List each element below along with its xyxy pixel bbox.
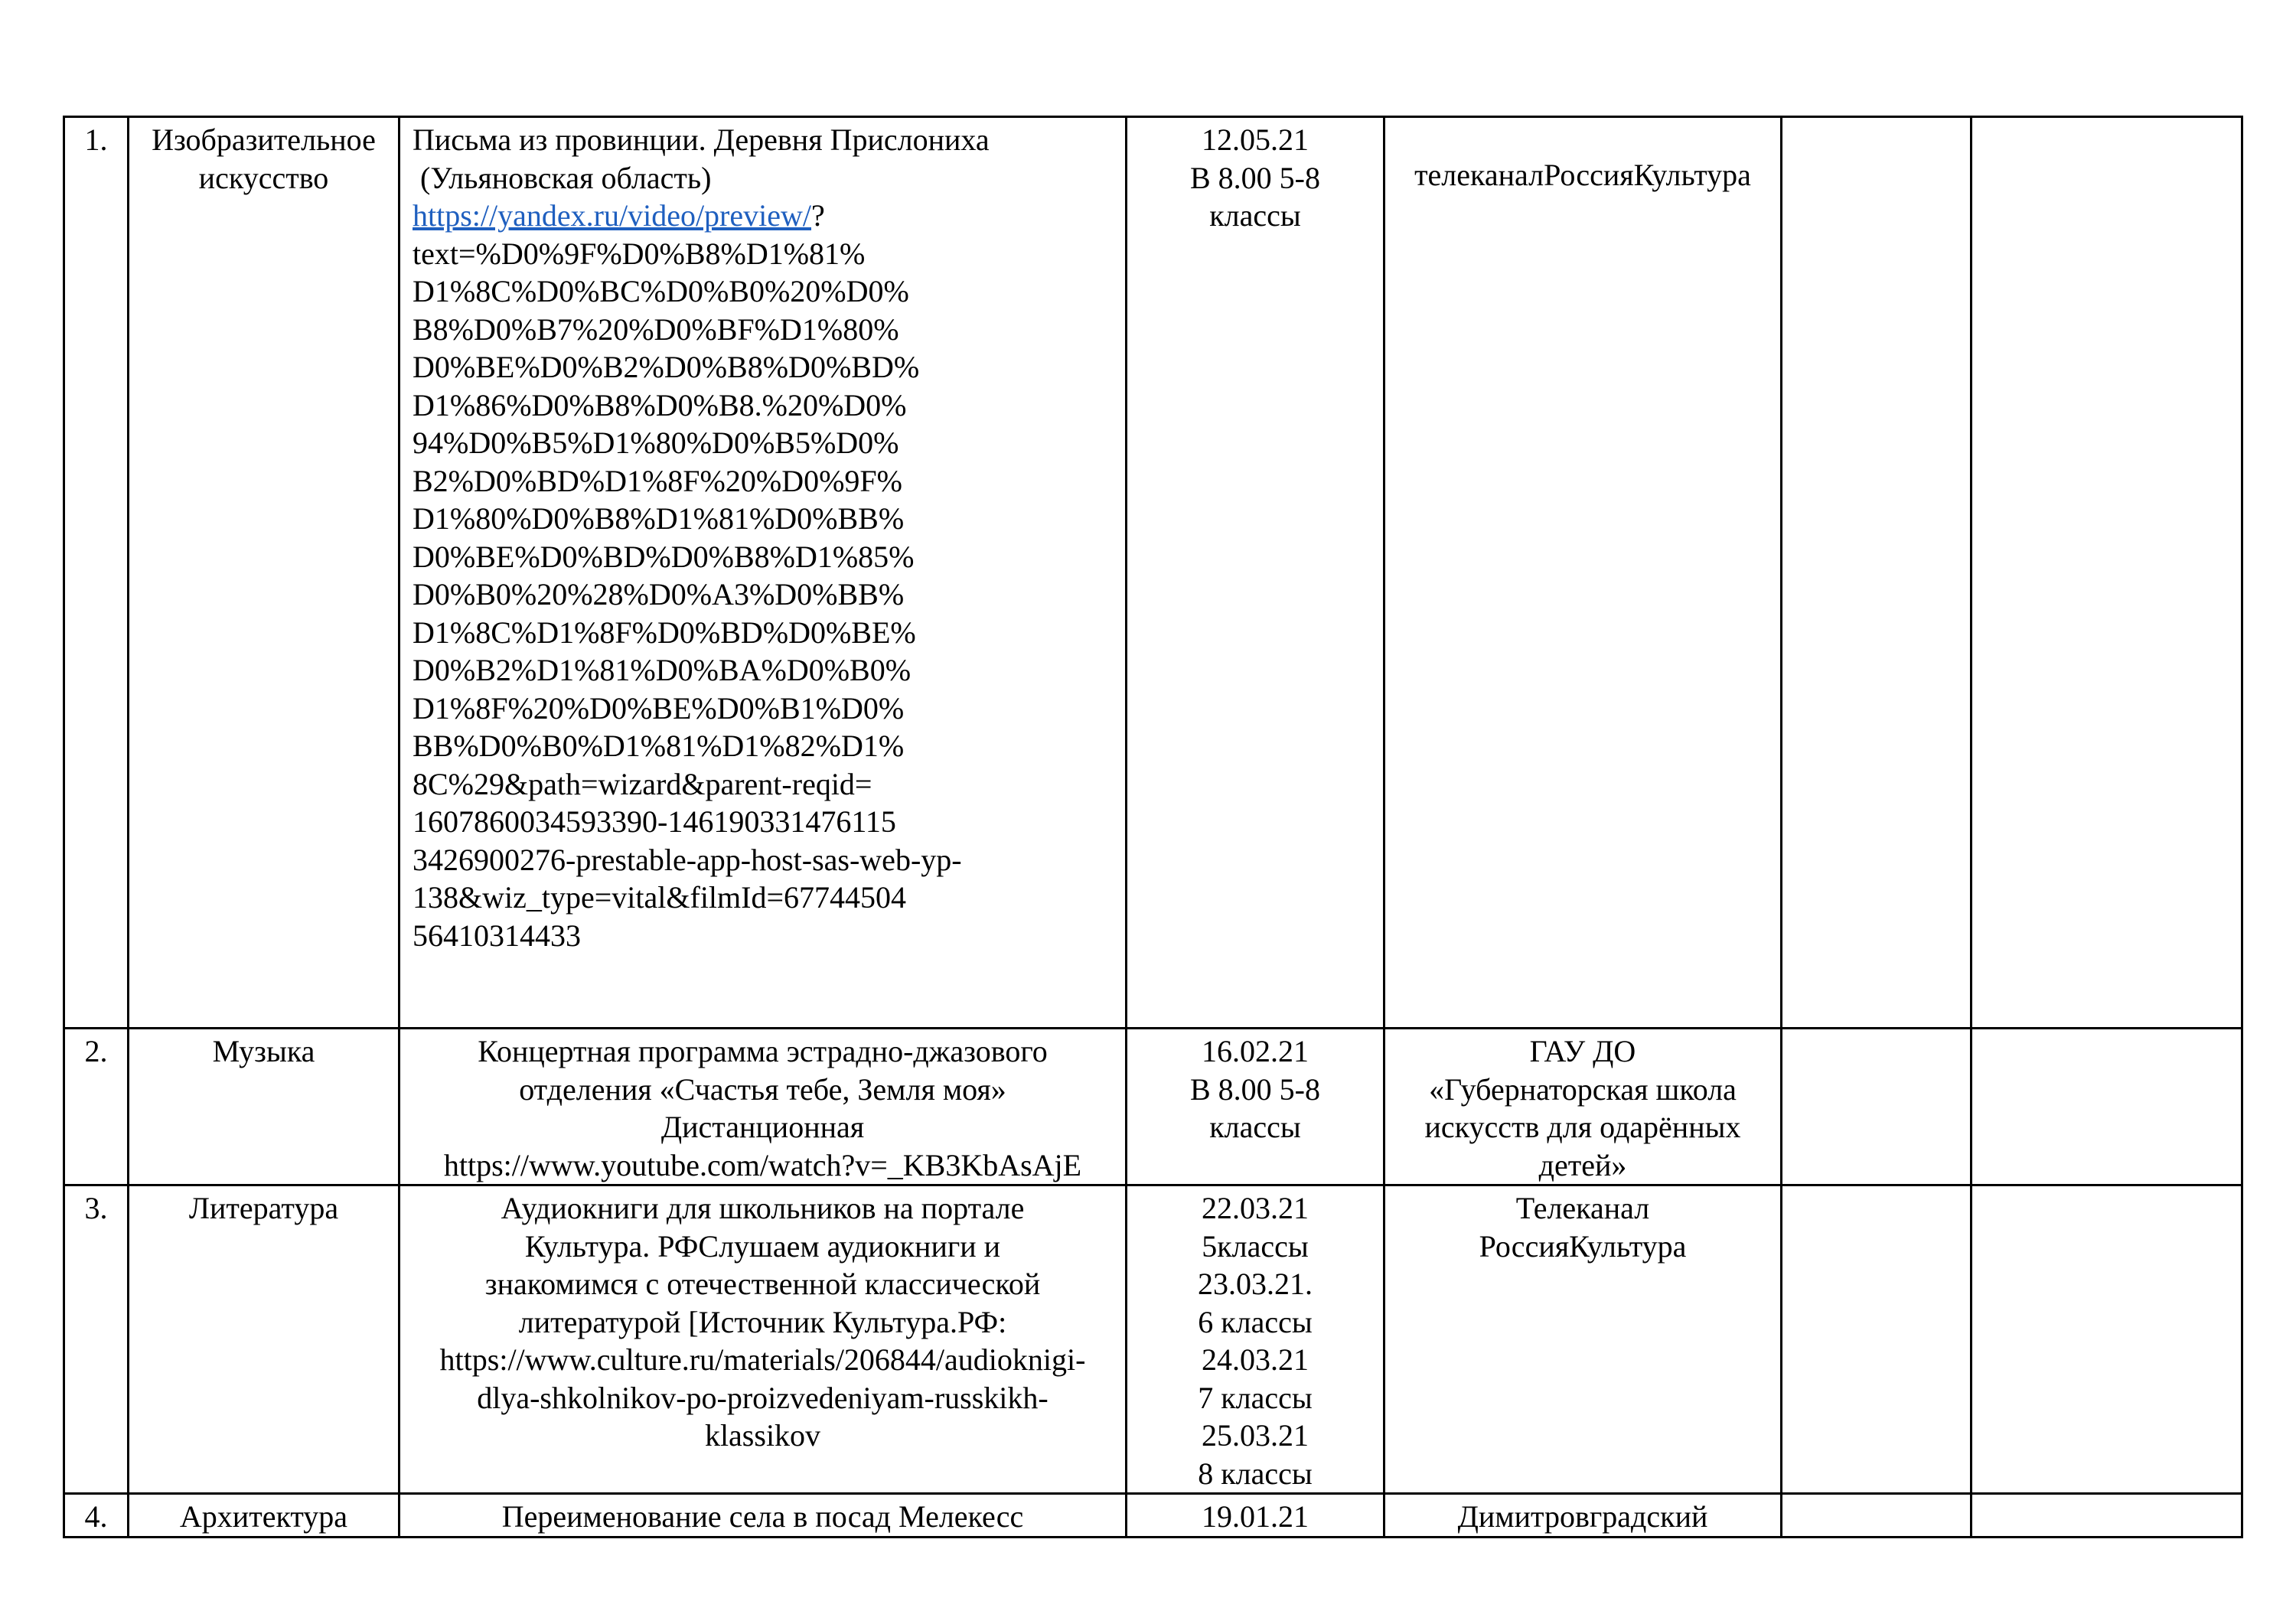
subject-line: Музыка xyxy=(212,1034,315,1068)
date-cell xyxy=(1127,1029,1384,1185)
date-line: 23.03.21. xyxy=(1198,1267,1313,1301)
url-line: 56410314433 xyxy=(413,918,581,953)
date-line: 19.01.21 xyxy=(1202,1499,1309,1534)
description-line: Дистанционная xyxy=(660,1110,865,1144)
url-line: 94%D0%B5%D1%80%D0%B5%D0% xyxy=(413,426,899,460)
empty-cell xyxy=(1971,1029,2242,1185)
table-row xyxy=(64,1494,2242,1538)
empty-cell xyxy=(1971,1185,2242,1494)
description-line: dlya-shkolnikov-po-proizvedeniyam-russkikh- xyxy=(477,1380,1049,1415)
link-suffix: ? xyxy=(811,198,825,233)
url-line: B2%D0%BD%D1%8F%20%D0%9F% xyxy=(413,463,902,498)
empty-cell xyxy=(1782,1494,1971,1538)
description-cell xyxy=(400,1494,1127,1538)
date-line: классы xyxy=(1209,198,1301,233)
subject-line: искусство xyxy=(198,160,329,195)
row-number: 4. xyxy=(84,1499,108,1534)
date-line: В 8.00 5-8 xyxy=(1190,160,1320,195)
organizer-line: искусств для одарённых xyxy=(1424,1110,1741,1144)
organizer-cell xyxy=(1384,1494,1782,1538)
subject-cell xyxy=(129,1029,400,1185)
row-number: 3. xyxy=(84,1191,108,1225)
empty-cell xyxy=(1782,1185,1971,1494)
events-table xyxy=(63,116,2243,1538)
date-line: 12.05.21 xyxy=(1202,122,1309,157)
description-cell xyxy=(400,1185,1127,1494)
url-line: 1607860034593390-146190331476115 xyxy=(413,804,896,839)
empty-cell xyxy=(1782,1029,1971,1185)
date-line: 24.03.21 xyxy=(1202,1342,1309,1377)
date-cell xyxy=(1127,1494,1384,1538)
description-line: https://www.youtube.com/watch?v=_KB3KbAsAjE xyxy=(443,1147,1082,1182)
url-line: 8C%29&path=wizard&parent-reqid= xyxy=(413,766,872,801)
row-number: 1. xyxy=(84,122,108,157)
url-line: D1%8F%20%D0%BE%D0%B1%D0% xyxy=(413,690,905,726)
date-line: 8 классы xyxy=(1198,1456,1313,1491)
date-cell xyxy=(1127,1185,1384,1494)
date-line: классы xyxy=(1209,1110,1301,1144)
table-row xyxy=(64,1029,2242,1185)
url-line: D0%B2%D1%81%D0%BA%D0%B0% xyxy=(413,653,912,687)
subject-cell xyxy=(129,1185,400,1494)
link-line xyxy=(413,197,1113,235)
date-line: 16.02.21 xyxy=(1202,1034,1309,1068)
date-line: 25.03.21 xyxy=(1202,1418,1309,1453)
subject-line: Литература xyxy=(188,1191,339,1225)
subject-line: Архитектура xyxy=(179,1499,348,1534)
description-line: klassikov xyxy=(704,1418,821,1453)
organizer-line: РоссияКультура xyxy=(1479,1228,1687,1264)
description-line: Культура. РФСлушаем аудиокниги и xyxy=(524,1228,1001,1264)
organizer-line: Димитровградский xyxy=(1457,1499,1708,1534)
organizer-cell xyxy=(1384,117,1782,1029)
description-line: знакомимся с отечественной классической xyxy=(484,1267,1041,1301)
organizer-cell xyxy=(1384,1185,1782,1494)
video-link[interactable]: https://yandex.ru/video/preview/ xyxy=(413,198,811,233)
description-line: литературой [Источник Культура.РФ: xyxy=(518,1304,1007,1339)
description-line: (Ульяновская область) xyxy=(413,160,712,195)
row-number-cell xyxy=(64,1185,129,1494)
date-line: 7 классы xyxy=(1198,1380,1313,1415)
date-line: 22.03.21 xyxy=(1202,1191,1309,1225)
table-row xyxy=(64,1185,2242,1494)
url-line: 3426900276-prestable-app-host-sas-web-yp- xyxy=(413,842,962,877)
description-line: отделения «Счастья тебе, Земля моя» xyxy=(519,1071,1006,1107)
subject-line: Изобразительное xyxy=(152,122,376,157)
organizer-line: ГАУ ДО xyxy=(1529,1034,1636,1068)
row-number: 2. xyxy=(84,1034,108,1068)
url-line: D1%8C%D1%8F%D0%BD%D0%BE% xyxy=(413,615,916,650)
empty-cell xyxy=(1971,117,2242,1029)
row-number-cell xyxy=(64,1494,129,1538)
url-line: D1%86%D0%B8%D0%B8.%20%D0% xyxy=(413,387,907,422)
url-line: D0%BE%D0%B2%D0%B8%D0%BD% xyxy=(413,350,920,384)
url-line: D1%80%D0%B8%D1%81%D0%BB% xyxy=(413,501,905,536)
url-line: D1%8C%D0%BC%D0%B0%20%D0% xyxy=(413,274,909,308)
date-cell xyxy=(1127,117,1384,1029)
organizer-line: телеканалРоссияКультура xyxy=(1414,158,1751,192)
url-line: B8%D0%B7%20%D0%BF%D1%80% xyxy=(413,311,899,347)
date-line: В 8.00 5-8 xyxy=(1190,1071,1320,1107)
organizer-line: детей» xyxy=(1538,1147,1627,1182)
date-line: 6 классы xyxy=(1198,1304,1313,1339)
empty-cell xyxy=(1971,1494,2242,1538)
row-number-cell xyxy=(64,117,129,1029)
organizer-cell xyxy=(1384,1029,1782,1185)
url-line: D0%BE%D0%BD%D0%B8%D1%85% xyxy=(413,539,915,574)
description-cell xyxy=(400,117,1127,1029)
url-line: 138&wiz_type=vital&filmId=67744504 xyxy=(413,880,907,915)
table-row xyxy=(64,117,2242,1029)
subject-cell xyxy=(129,117,400,1029)
organizer-line: «Губернаторская школа xyxy=(1429,1071,1737,1107)
organizer-line: Телеканал xyxy=(1515,1191,1650,1225)
description-line: https://www.culture.ru/materials/206844/audioknigi- xyxy=(439,1342,1086,1377)
date-line: 5классы xyxy=(1202,1228,1309,1264)
description-line: Концертная программа эстрадно-джазового xyxy=(478,1034,1048,1068)
description-line: Письма из провинции. Деревня Прислониха xyxy=(413,122,990,157)
description-line: Аудиокниги для школьников на портале xyxy=(501,1191,1025,1225)
url-line: D0%B0%20%28%D0%A3%D0%BB% xyxy=(413,577,905,611)
empty-cell xyxy=(1782,117,1971,1029)
url-line: BB%D0%B0%D1%81%D1%82%D1% xyxy=(413,729,905,763)
subject-cell xyxy=(129,1494,400,1538)
description-line: Переименование села в посад Мелекесс xyxy=(501,1499,1024,1534)
row-number-cell xyxy=(64,1029,129,1185)
url-line: text=%D0%9F%D0%B8%D1%81% xyxy=(413,236,866,271)
description-cell xyxy=(400,1029,1127,1185)
